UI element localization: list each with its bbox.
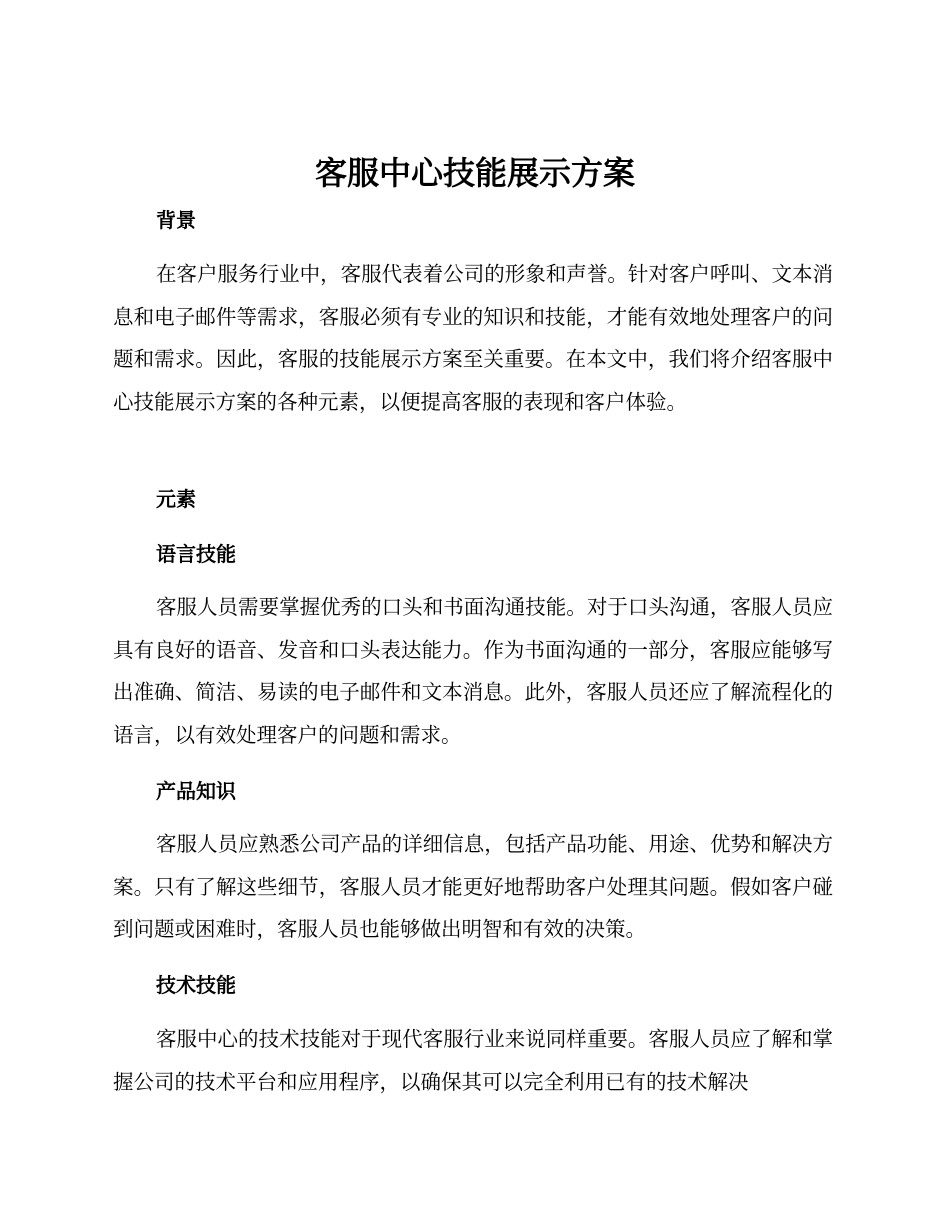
section-paragraph-language-skills: 客服人员需要掌握优秀的口头和书面沟通技能。对于口头沟通，客服人员应具有良好的语音、发音和口头表达能力。作为书面沟通的一部分，客服应能够写出准确、简洁、易读的电子邮件和文本消息。此外，客服人员还应了解流程化的语言，以有效处理客户的问题和需求。	[113, 595, 833, 747]
section-paragraph-product-knowledge: 客服人员应熟悉公司产品的详细信息，包括产品功能、用途、优势和解决方案。只有了解这些细节，客服人员才能更好地帮助客户处理其问题。假如客户碰到问题或困难时，客服人员也能够做出明智和有效的决策。	[113, 832, 833, 942]
section-heading-technical-skills: 技术技能	[156, 973, 236, 997]
section-heading-product-knowledge: 产品知识	[156, 779, 236, 803]
section-paragraph-technical-skills: 客服中心的技术技能对于现代客服行业来说同样重要。客服人员应了解和掌握公司的技术平台和应用程序，以确保其可以完全利用已有的技术解决	[113, 1027, 833, 1094]
section-heading-language-skills: 语言技能	[156, 542, 236, 566]
section-heading-background: 背景	[156, 208, 196, 232]
document-title: 客服中心技能展示方案	[314, 154, 635, 192]
section-paragraph-background: 在客户服务行业中，客服代表着公司的形象和声誉。针对客户呼叫、文本消息和电子邮件等需求，客服必须有专业的知识和技能，才能有效地处理客户的问题和需求。因此，客服的技能展示方案至关重要。在本文中，我们将介绍客服中心技能展示方案的各种元素，以便提高客服的表现和客户体验。	[113, 262, 833, 414]
section-heading-elements: 元素	[156, 487, 196, 511]
